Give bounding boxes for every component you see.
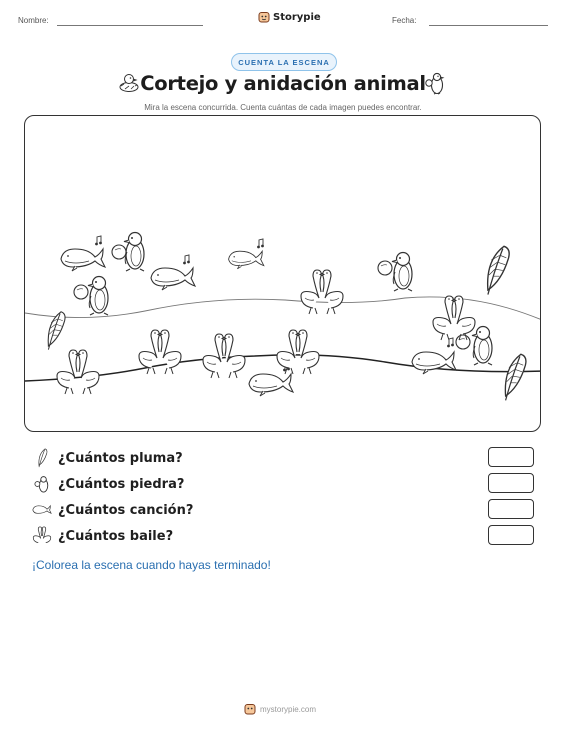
question-row: [32, 525, 173, 547]
answer-box[interactable]: [488, 447, 534, 467]
singing-whale: [151, 255, 195, 290]
dancing-swans: [57, 350, 99, 394]
feather: [48, 312, 65, 350]
penguin-with-pebble: [378, 253, 412, 292]
name-label: Nombre:: [18, 16, 49, 25]
storypie-logo-icon: [244, 703, 256, 715]
question-text: ¿Cuántos piedra?: [58, 476, 185, 492]
answer-box[interactable]: [488, 499, 534, 519]
brand-name: Storypie: [273, 11, 321, 23]
coloring-instruction: ¡Colorea la escena cuando hayas terminado!: [32, 558, 271, 572]
singing-whale: [412, 338, 456, 374]
question-row: [32, 473, 184, 495]
feather: [488, 246, 510, 294]
name-field[interactable]: [57, 25, 203, 26]
instructions: Mira la escena concurrida. Cuenta cuántas de cada imagen puedes encontrar.: [144, 103, 422, 112]
question-text: ¿Cuántos baile?: [58, 528, 174, 544]
footer-url[interactable]: mystorypie.com: [260, 704, 317, 714]
counting-scene: [24, 115, 541, 432]
penguin-with-pebble: [456, 327, 492, 366]
scene-illustration: [25, 116, 541, 432]
feather-icon: [32, 448, 52, 468]
singing-whale: [229, 239, 264, 269]
singing-whale-icon: [32, 500, 52, 520]
date-label: Fecha:: [392, 16, 417, 25]
answer-box[interactable]: [488, 525, 534, 545]
dancing-swans: [203, 334, 245, 378]
question-text: ¿Cuántos canción?: [58, 502, 194, 518]
feather: [505, 354, 526, 400]
penguin-pebble-icon: [32, 474, 52, 494]
question-row: [32, 447, 183, 469]
page-title: Cortejo y anidación animal: [140, 72, 426, 95]
dancing-swans-icon: [32, 526, 52, 546]
question-row: [32, 499, 193, 521]
dancing-swans: [277, 330, 319, 374]
singing-whale: [61, 236, 105, 271]
penguin-with-pebble: [112, 233, 144, 272]
penguin-pebble-icon: [423, 70, 447, 96]
dancing-swans: [433, 296, 475, 340]
storypie-logo-icon: [258, 11, 270, 23]
dancing-swans: [301, 270, 343, 314]
penguin-with-pebble: [74, 277, 108, 316]
section-badge: CUENTA LA ESCENA: [231, 53, 337, 71]
footer: [244, 703, 316, 715]
date-field[interactable]: [429, 25, 548, 26]
brand-logo: [258, 11, 321, 23]
question-text: ¿Cuántos pluma?: [58, 450, 183, 466]
answer-box[interactable]: [488, 473, 534, 493]
